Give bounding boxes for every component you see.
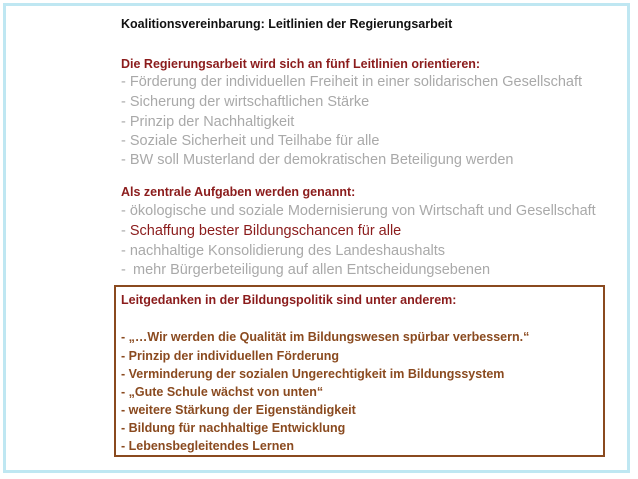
box-item: - Lebensbegleitendes Lernen bbox=[121, 439, 294, 453]
highlighted-text: Schaffung bester Bildungschancen für alle bbox=[129, 223, 402, 239]
dash: - bbox=[121, 223, 130, 239]
section2-item: - bbox=[121, 262, 126, 278]
box-item: - weitere Stärkung der Eigenständigkeit bbox=[121, 403, 356, 417]
section2-heading: Als zentrale Aufgaben werden genannt: bbox=[121, 185, 356, 199]
box-item: - „…Wir werden die Qualität im Bildungswesen spürbar verbessern.“ bbox=[121, 330, 530, 344]
box-item: - „Gute Schule wächst von unten“ bbox=[121, 385, 324, 399]
section1-item: - Prinzip der Nachhaltigkeit bbox=[121, 114, 295, 130]
section1-item: - BW soll Musterland der demokratischen Beteiligung werden bbox=[121, 152, 514, 168]
section1-heading: Die Regierungsarbeit wird sich an fünf Leitlinien orientieren: bbox=[121, 57, 481, 71]
section2-item-highlight bbox=[121, 223, 401, 239]
section1-item: - Förderung der individuellen Freiheit in einer solidarischen Gesellschaft bbox=[121, 74, 583, 90]
section1-item: - Sicherung der wirtschaftlichen Stärke bbox=[121, 94, 370, 110]
box-item: - Verminderung der sozialen Ungerechtigkeit im Bildungssystem bbox=[121, 367, 505, 381]
box-item: - Prinzip der individuellen Förderung bbox=[121, 349, 340, 363]
section2-item-text: mehr Bürgerbeteiligung auf allen Entscheidungsebenen bbox=[133, 262, 491, 278]
section2-item: - nachhaltige Konsolidierung des Landeshaushalts bbox=[121, 243, 446, 259]
section2-item: - ökologische und soziale Modernisierung von Wirtschaft und Gesellschaft bbox=[121, 203, 596, 219]
box-item: - Bildung für nachhaltige Entwicklung bbox=[121, 421, 346, 435]
box-heading: Leitgedanken in der Bildungspolitik sind unter anderem: bbox=[121, 293, 457, 307]
slide-title: Koalitionsvereinbarung: Leitlinien der Regierungsarbeit bbox=[121, 17, 453, 31]
section1-item: - Soziale Sicherheit und Teilhabe für alle bbox=[121, 133, 380, 149]
